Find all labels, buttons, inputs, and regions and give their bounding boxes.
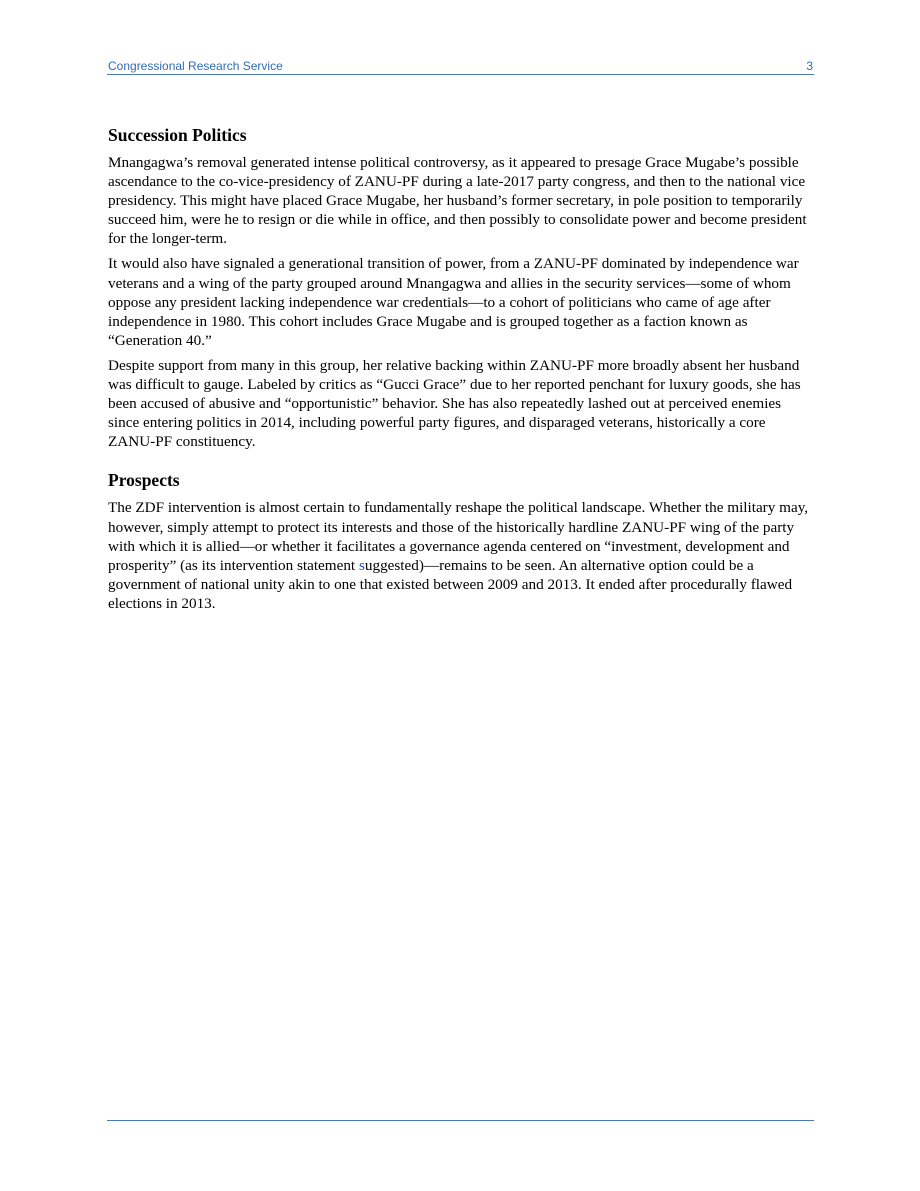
paragraph <box>108 498 814 613</box>
paragraph-text-start: The ZDF intervention is almost certain to fundamentally reshape the political landscape. Whether the military may, however, simply attempt to protect its interests and those of the historically hardline ZANU-PF wing of the party with which it is allied—or whether it facilitates a governance agenda centered on “investment, development and prosperity” (as its intervention statement <box>108 499 809 574</box>
running-header <box>107 58 814 75</box>
document-body <box>108 124 814 619</box>
page-number: 3 <box>806 59 813 73</box>
paragraph: It would also have signaled a generational transition of power, from a ZANU-PF dominated by independence war veterans and a wing of the party grouped around Mnangagwa and allies in the security services—some of whom oppose any president lacking independence war credentials—to a cohort of politicians who came of age after independence in 1980. This cohort includes Grace Mugabe and is grouped together as a faction known as “Generation 40.” <box>108 255 799 349</box>
section-heading-succession-politics: Succession Politics <box>108 125 247 145</box>
publisher-name: Congressional Research Service <box>108 59 283 73</box>
paragraph: Mnangagwa’s removal generated intense political controversy, as it appeared to presage Grace Mugabe’s possible ascendance to the co-vice-presidency of ZANU-PF during a late-2017 party congress, and then to the national vice presidency. This might have placed Grace Mugabe, her husband’s former secretary, in pole position to temporarily succeed him, were he to resign or die while in office, and then possibly to consolidate power and become president for the longer-term. <box>108 154 807 248</box>
paragraph: Despite support from many in this group, her relative backing within ZANU-PF more broadly absent her husband was difficult to gauge. Labeled by critics as “Gucci Grace” due to her reported penchant for luxury goods, she has been accused of abusive and “opportunistic” behavior. She has also repeatedly lashed out at perceived enemies since entering politics in 2014, including powerful party figures, and disparaged veterans, historically a core ZANU-PF constituency. <box>108 356 801 451</box>
statement-link[interactable]: s <box>358 556 365 574</box>
paragraph-text-end: uggested)—remains to be seen. An alternative option could be a government of national unity akin to one that existed between 2009 and 2013. It ended after procedurally flawed elections in 2013. <box>108 556 793 612</box>
footer-rule <box>107 1120 814 1121</box>
section-heading-prospects: Prospects <box>108 470 180 491</box>
